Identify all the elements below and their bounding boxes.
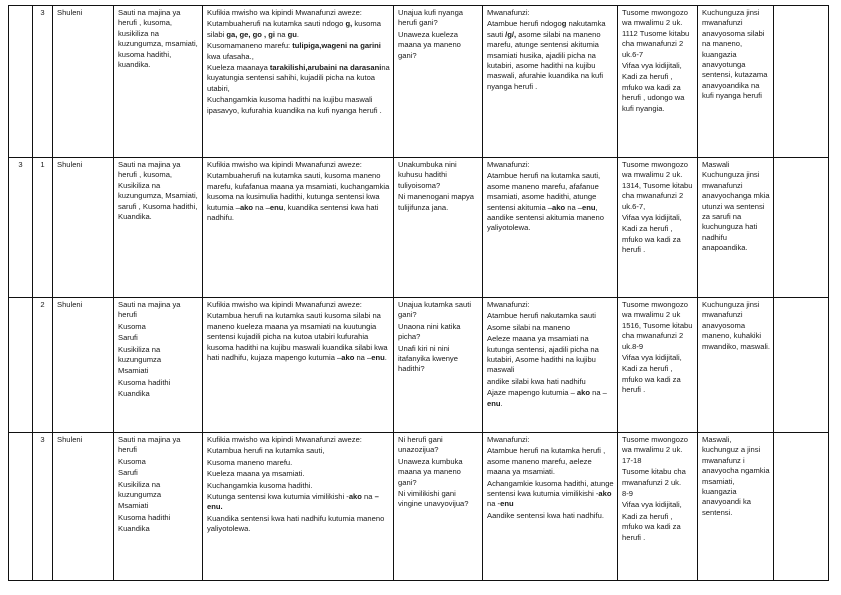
text: , kuandika sentensi kwa hati nadhifu. <box>207 202 379 223</box>
outcomes-paragraph <box>207 63 390 94</box>
text: Tusome mwongozo wa mwalimu 2 uk 1516, Tusome kitabu cha mwanafunzi 2 uk.8-9 <box>622 300 693 351</box>
experiences-paragraph <box>487 377 614 387</box>
lesson-text: 3 <box>40 8 45 17</box>
text: Kusikiliza na kuzungumza <box>118 479 162 500</box>
cell-reflection <box>774 158 829 298</box>
outcomes-paragraph <box>207 481 390 491</box>
text: . <box>296 29 300 39</box>
text: Msamiati <box>118 501 149 511</box>
cell-questions <box>394 6 483 158</box>
questions-paragraph <box>398 30 479 61</box>
questions-paragraph <box>398 160 479 191</box>
bold-text: g, <box>345 19 353 29</box>
text: Aandike sentensi kwa hati nadhifu. <box>487 510 604 520</box>
text: Unajua kufi nyanga herufi gani? <box>398 8 464 28</box>
cell-experiences <box>483 6 618 158</box>
outcomes-paragraph <box>207 469 390 479</box>
text: Tusome kitabu cha mwanafunzi 2 uk. <box>622 467 686 487</box>
text: Sauti na majina ya herufi <box>118 435 181 455</box>
text: Achangamkie kusoma hadithi, atunge sentensi kwa kutumia vimilikishi - <box>487 478 614 499</box>
cell-reflection <box>774 433 829 581</box>
cell-assessment <box>698 433 774 581</box>
text: Atambue herufi nakutamka sauti <box>487 311 596 321</box>
text: Unaweza kumbuka maana ya maneno gani? <box>398 456 463 487</box>
questions-paragraph <box>398 300 479 321</box>
experiences-paragraph <box>487 19 614 92</box>
outcomes-paragraph <box>207 514 390 535</box>
bold-text: enu <box>582 202 596 212</box>
text: Tusome mwongozo wa mwalimu 2 uk. 17-18 <box>622 435 688 465</box>
substrand-paragraph <box>118 389 199 399</box>
text: Maswali, kuchunguz a jinsi mwanafunz i anavyocha ngamkia msamiati, kuangazia anavyoandi ka sentensi. <box>702 435 770 517</box>
substrand-paragraph <box>118 160 199 222</box>
cell-strand <box>53 298 114 433</box>
scheme-of-work-table <box>8 5 829 581</box>
text: kusoma silabi <box>207 19 381 39</box>
text: Asome silabi na maneno <box>487 322 571 332</box>
cell-strand <box>53 6 114 158</box>
assessment-paragraph <box>702 300 770 352</box>
resources-paragraph <box>622 500 694 510</box>
substrand-paragraph <box>118 366 199 376</box>
resources-paragraph <box>622 300 694 352</box>
text: na – <box>565 202 582 212</box>
text: Kadi za herufi , mfuko wa kadi za herufi . <box>622 224 681 255</box>
text: Kadi za herufi , mfuko wa kadi za herufi , udongo wa kufi nyangia. <box>622 72 685 113</box>
text: Sarufi <box>118 468 138 478</box>
bold-text: /g/, <box>505 29 517 39</box>
text: Kufikia mwisho wa kipindi Mwanafunzi aweze: <box>207 300 362 309</box>
text: na – <box>590 388 607 398</box>
outcomes-paragraph <box>207 458 390 468</box>
questions-paragraph <box>398 489 479 510</box>
experiences-paragraph <box>487 511 614 521</box>
text: Unaweza kueleza maana ya maneno gani? <box>398 29 461 60</box>
assessment-paragraph <box>702 8 770 102</box>
table-body <box>9 6 829 581</box>
bold-text: ako <box>239 202 254 212</box>
text: Kueleza maana ya msamiati. <box>207 469 305 479</box>
outcomes-paragraph <box>207 435 390 445</box>
resources-paragraph <box>622 489 694 499</box>
cell-assessment <box>698 6 774 158</box>
bold-text: ga, ge, go , gi <box>226 29 275 39</box>
text: Kutambua herufi na kutamka sauti kusoma silabi na maneno kueleza maana ya msamiati na kuutungia sentensi kujadili picha na kutoa utabiri kufurahia kusoma hadithi na kujibu maswali kuandika silabi kwa hati nadhifu, kujaza mapengo kutumia – <box>207 311 388 363</box>
text: Kusoma hadithi <box>118 377 171 387</box>
experiences-paragraph <box>487 479 614 510</box>
substrand-paragraph <box>118 8 199 70</box>
cell-reflection <box>774 298 829 433</box>
cell-strand <box>53 433 114 581</box>
questions-paragraph <box>398 435 479 456</box>
bold-text: ako <box>576 388 591 398</box>
text: Sauti na majina ya herufi , kusoma, Kusikiliza na kuzungumza, Msamiati, sarufi , Kusoma hadithi, Kuandika. <box>118 160 198 222</box>
resources-paragraph <box>622 435 694 466</box>
text: Atambue herufi ndogo <box>487 19 562 29</box>
text: Unajua kutamka sauti gani? <box>398 300 472 320</box>
text: Sauti na majina ya herufi , kusoma, kusikiliza na kuzungumza, msamiati, kusoma hadithi, kuandika. <box>118 8 198 70</box>
strand-text: Shuleni <box>57 300 83 309</box>
text: Kuchunguza jinsi mwanafunzi anavyosoma silabi na maneno, kuangazia anavyotunga sentensi, kutazama anavyoandika na kufi nyanga herufi <box>702 8 768 101</box>
bold-text: enu <box>371 353 385 363</box>
substrand-paragraph <box>118 480 199 501</box>
bold-text: enu <box>500 499 514 509</box>
experiences-paragraph <box>487 323 614 333</box>
lesson-text: 1 <box>40 160 45 169</box>
resources-paragraph <box>622 61 694 71</box>
outcomes-paragraph <box>207 446 390 456</box>
table-row <box>9 158 829 298</box>
assessment-paragraph <box>702 160 770 254</box>
experiences-paragraph <box>487 388 614 409</box>
resources-paragraph <box>622 160 694 212</box>
bold-text: ako <box>552 202 566 212</box>
cell-lesson <box>33 158 53 298</box>
bold-text: enu <box>487 398 501 408</box>
resources-paragraph <box>622 512 694 543</box>
text: Kusikiliza na kuzungumza <box>118 344 162 365</box>
outcomes-paragraph <box>207 300 390 310</box>
resources-paragraph <box>622 364 694 395</box>
text: nakutamka sauti <box>487 19 606 39</box>
bold-text: g <box>561 19 567 29</box>
substrand-paragraph <box>118 333 199 343</box>
text: Kusoma maneno marefu. <box>207 457 293 467</box>
cell-substrand <box>114 298 203 433</box>
text: Mwanafunzi: <box>487 160 530 169</box>
bold-text: gu <box>287 29 297 39</box>
text: . <box>384 353 387 363</box>
text: Kusoma <box>118 456 146 466</box>
text: Ni herufi gani unazozijua? <box>398 435 443 455</box>
cell-lesson <box>33 298 53 433</box>
questions-paragraph <box>398 8 479 29</box>
text: 8-9 <box>622 489 633 499</box>
cell-reflection <box>774 6 829 158</box>
questions-paragraph <box>398 192 479 213</box>
text: Unafi kiri ni nini itafanyika kwenye hadithi? <box>398 343 458 374</box>
text: asome silabi na maneno marefu, atunge sentensi akitumia msamiati husika, ajadili picha na kutabiri, asome hadithi na kujibu maswali, afurahie kuandika na kufi nyanga herufi . <box>487 29 604 91</box>
text: Atambue herufi na kutamka sauti, asome maneno marefu, afafanue msamiati, asome hadithi, atunge sentensi akitumia – <box>487 171 601 212</box>
substrand-paragraph <box>118 322 199 332</box>
experiences-paragraph <box>487 311 614 321</box>
text: Unaona nini katika picha? <box>398 321 461 342</box>
text: Kadi za herufi , mfuko wa kadi za herufi . <box>622 364 681 395</box>
text: na <box>274 29 288 39</box>
text: Tusome mwongozo wa mwalimu 2 uk. 1314, Tusome kitabu cha mwanafunzi 2 uk.6-7, <box>622 160 693 211</box>
cell-lesson <box>33 6 53 158</box>
text: na - <box>487 499 501 509</box>
outcomes-paragraph <box>207 41 390 62</box>
table-row <box>9 298 829 433</box>
lesson-text: 2 <box>40 300 45 309</box>
substrand-paragraph <box>118 457 199 467</box>
outcomes-paragraph <box>207 171 390 223</box>
outcomes-paragraph <box>207 19 390 40</box>
text: Vifaa vya kidijitali, <box>622 500 682 510</box>
text: Kadi za herufi , mfuko wa kadi za herufi . <box>622 511 681 542</box>
substrand-paragraph <box>118 468 199 478</box>
resources-paragraph <box>622 213 694 223</box>
cell-questions <box>394 433 483 581</box>
cell-resources <box>618 158 698 298</box>
outcomes-paragraph <box>207 95 390 116</box>
text: , aandike sentensi akitumia maneno yaliyotolewa. <box>487 202 604 233</box>
resources-paragraph <box>622 8 694 60</box>
cell-questions <box>394 298 483 433</box>
bold-text: enu <box>269 202 284 212</box>
resources-paragraph <box>622 353 694 363</box>
text: Sauti na majina ya herufi <box>118 300 181 320</box>
cell-outcomes <box>203 298 394 433</box>
text: Kuandika <box>118 524 150 534</box>
text: Msamiati <box>118 366 149 376</box>
outcomes-paragraph <box>207 311 390 363</box>
cell-substrand <box>114 433 203 581</box>
text: Kueleza maanaya <box>207 63 270 73</box>
cell-outcomes <box>203 6 394 158</box>
experiences-paragraph <box>487 160 614 170</box>
cell-questions <box>394 158 483 298</box>
cell-substrand <box>114 6 203 158</box>
experiences-paragraph <box>487 300 614 310</box>
substrand-paragraph <box>118 435 199 456</box>
text: Atambue herufi na kutamka herufi , asome maneno marefu, aeleze maana ya msamiati. <box>487 446 606 477</box>
cell-week <box>9 433 33 581</box>
strand-text: Shuleni <box>57 435 83 444</box>
text: Kufikia mwisho wa kipindi Mwanafunzi aweze: <box>207 160 362 169</box>
substrand-paragraph <box>118 513 199 523</box>
cell-assessment <box>698 298 774 433</box>
text: na <box>361 492 375 502</box>
cell-week <box>9 6 33 158</box>
resources-paragraph <box>622 72 694 114</box>
experiences-paragraph <box>487 446 614 477</box>
substrand-paragraph <box>118 501 199 511</box>
text: andike silabi kwa hati nadhifu <box>487 376 586 386</box>
assessment-paragraph <box>702 435 770 518</box>
bold-text: tarakilishi,arubaini na darasani <box>269 63 382 73</box>
text: Kutambuaherufi na kutamka sauti ndogo <box>207 19 346 29</box>
text: Ni manenogani mapya tulijifunza jana. <box>398 192 474 212</box>
cell-week <box>9 298 33 433</box>
text: Aeleze maana ya msamiati na kutunga sentensi, ajadili picha na kutabiri, Asome hadithi na kujibu maswali <box>487 334 599 375</box>
text: Kutunga sentensi kwa kutumia vimilikishi - <box>207 492 349 502</box>
strand-text: Shuleni <box>57 160 83 169</box>
cell-resources <box>618 433 698 581</box>
resources-paragraph <box>622 224 694 255</box>
resources-paragraph <box>622 467 694 488</box>
cell-week <box>9 158 33 298</box>
text: Mwanafunzi: <box>487 8 530 17</box>
lesson-text: 3 <box>40 435 45 444</box>
bold-text: tulipiga,wageni na garini <box>292 41 381 51</box>
cell-resources <box>618 298 698 433</box>
strand-text: Shuleni <box>57 8 83 17</box>
text: kwa ufasaha., <box>207 51 254 61</box>
cell-experiences <box>483 433 618 581</box>
text: Kufikia mwisho wa kipindi Mwanafunzi aweze: <box>207 435 362 444</box>
text: Ajaze mapengo kutumia – <box>487 388 577 398</box>
table-row <box>9 6 829 158</box>
text: Mwanafunzi: <box>487 435 530 444</box>
bold-text: –enu. <box>207 492 379 512</box>
questions-paragraph <box>398 344 479 375</box>
outcomes-paragraph <box>207 160 390 170</box>
text: Mwanafunzi: <box>487 300 530 309</box>
text: Unakumbuka nini kuhusu hadithi tuliyoisoma? <box>398 160 457 190</box>
cell-lesson <box>33 433 53 581</box>
text: Kuandika sentensi kwa hati nadhifu kutumia maneno yaliyotolewa. <box>207 513 385 534</box>
text: na kuyatungia sentensi sahihi, kujadili picha na kutoa utabiri, <box>207 63 390 93</box>
cell-experiences <box>483 158 618 298</box>
text: Kuchangamkia kusoma hadithi. <box>207 480 313 490</box>
experiences-paragraph <box>487 435 614 445</box>
text: Kutambua herufi na kutamka sauti, <box>207 446 325 456</box>
substrand-paragraph <box>118 378 199 388</box>
week-text: 3 <box>18 160 23 169</box>
text: Vifaa vya kidijitali, <box>622 353 682 363</box>
text: Kuandika <box>118 389 150 399</box>
experiences-paragraph <box>487 171 614 233</box>
text: na – <box>253 202 270 212</box>
questions-paragraph <box>398 322 479 343</box>
text: Vifaa vya kidijitali, <box>622 61 682 71</box>
cell-assessment <box>698 158 774 298</box>
questions-paragraph <box>398 457 479 488</box>
text: Tusome mwongozo wa mwalimu 2 uk. 1112 Tusome kitabu cha mwanafunzi 2 uk.6-7 <box>622 8 690 59</box>
text: Kusoma <box>118 321 146 331</box>
text: Kusoma hadithi <box>118 512 171 522</box>
text: na – <box>354 353 372 363</box>
text: Maswali Kuchunguza jinsi mwanafunzi anavyochanga mkia utunzi wa sentensi za sarufi na kuchunguza hati nadhifu anapoandika. <box>702 160 770 253</box>
substrand-paragraph <box>118 524 199 534</box>
cell-resources <box>618 6 698 158</box>
bold-text: ako <box>348 492 362 502</box>
substrand-paragraph <box>118 300 199 321</box>
bold-text: ako <box>598 489 612 499</box>
cell-outcomes <box>203 433 394 581</box>
experiences-paragraph <box>487 334 614 376</box>
text: Kufikia mwisho wa kipindi Mwanafunzi aweze: <box>207 8 362 17</box>
text: Vifaa vya kidijitali, <box>622 213 682 223</box>
cell-substrand <box>114 158 203 298</box>
cell-strand <box>53 158 114 298</box>
substrand-paragraph <box>118 345 199 366</box>
text: Kutambuaherufi na kutamka sauti, kusoma maneno marefu, kufafanua maana ya msamiati, kuchangamkia kusoma na kusimulia hadithi, kutunga sentensi kwa kutumia – <box>207 171 390 212</box>
outcomes-paragraph <box>207 8 390 18</box>
text: Sarufi <box>118 333 138 343</box>
text: . <box>500 398 503 408</box>
text: Kuchunguza jinsi mwanafunzi anavyosoma maneno, kuhakiki mwandiko, maswali. <box>702 300 770 351</box>
cell-outcomes <box>203 158 394 298</box>
text: Ni vimilikishi gani vingine unavyovijua? <box>398 489 469 509</box>
table-row <box>9 433 829 581</box>
cell-experiences <box>483 298 618 433</box>
text: Kuchangamkia kusoma hadithi na kujibu maswali ipasavyo, kufurahia kuandika na kufi nyanga herufi . <box>207 95 382 115</box>
outcomes-paragraph <box>207 492 390 513</box>
experiences-paragraph <box>487 8 614 18</box>
text: Kusomamaneno marefu: <box>207 41 293 51</box>
bold-text: ako <box>341 353 355 363</box>
